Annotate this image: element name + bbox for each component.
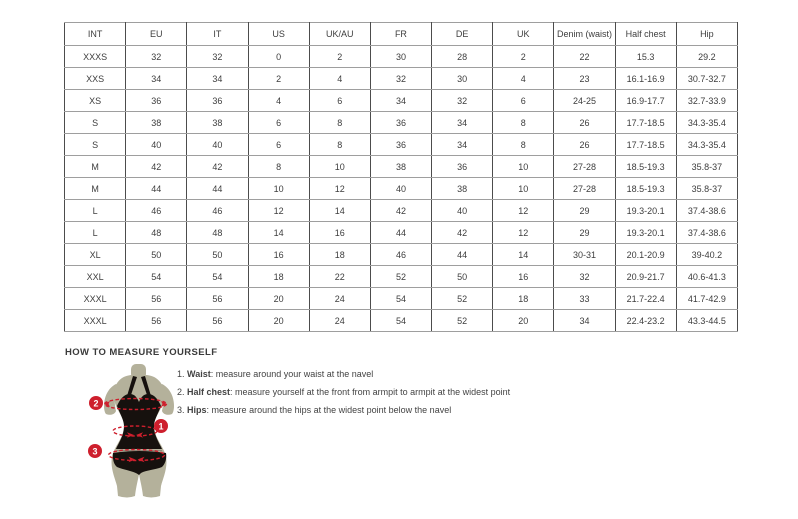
- size-cell: 8: [309, 134, 370, 156]
- size-cell: 56: [126, 310, 187, 332]
- size-cell: 14: [248, 222, 309, 244]
- size-cell: 10: [248, 178, 309, 200]
- size-cell: 30.7-32.7: [676, 68, 737, 90]
- size-cell: 40: [126, 134, 187, 156]
- size-cell: 39-40.2: [676, 244, 737, 266]
- size-table-body: [65, 46, 738, 332]
- size-cell: 34: [126, 68, 187, 90]
- size-cell: 36: [370, 134, 431, 156]
- size-cell: 32: [370, 68, 431, 90]
- measure-guide-item: [177, 387, 510, 397]
- table-row: [65, 244, 738, 266]
- size-cell: 32: [187, 46, 248, 68]
- size-cell: 50: [432, 266, 493, 288]
- size-cell: 34.3-35.4: [676, 112, 737, 134]
- size-cell: 34: [554, 310, 615, 332]
- size-cell: 8: [493, 112, 554, 134]
- size-cell: 21.7-22.4: [615, 288, 676, 310]
- size-cell: 20.1-20.9: [615, 244, 676, 266]
- size-cell: 36: [187, 90, 248, 112]
- size-cell: 22: [554, 46, 615, 68]
- size-cell: XS: [65, 90, 126, 112]
- size-cell: 28: [432, 46, 493, 68]
- size-cell: 16.1-16.9: [615, 68, 676, 90]
- size-cell: 46: [187, 200, 248, 222]
- size-cell: 32: [126, 46, 187, 68]
- size-cell: 4: [493, 68, 554, 90]
- size-cell: 48: [126, 222, 187, 244]
- table-row: [65, 222, 738, 244]
- size-cell: 41.7-42.9: [676, 288, 737, 310]
- size-cell: 34: [432, 134, 493, 156]
- size-cell: 20: [248, 310, 309, 332]
- size-cell: 26: [554, 134, 615, 156]
- badge-number-hips: 3: [92, 446, 98, 457]
- table-row: [65, 288, 738, 310]
- item-text: : measure around the hips at the widest point below the navel: [206, 405, 452, 415]
- size-cell: 22: [309, 266, 370, 288]
- size-cell: 32: [554, 266, 615, 288]
- size-cell: 20: [248, 288, 309, 310]
- size-cell: 24: [309, 288, 370, 310]
- measure-guide-item: [177, 369, 510, 379]
- size-cell: 52: [370, 266, 431, 288]
- size-cell: 44: [187, 178, 248, 200]
- size-cell: 14: [309, 200, 370, 222]
- column-header: US: [248, 23, 309, 46]
- size-cell: 37.4-38.6: [676, 200, 737, 222]
- measure-figure: [85, 362, 195, 502]
- measure-guide-item: [177, 405, 510, 415]
- size-cell: L: [65, 200, 126, 222]
- size-cell: 29: [554, 200, 615, 222]
- size-table-header: [65, 23, 738, 46]
- size-cell: 2: [493, 46, 554, 68]
- item-number: 3.: [177, 405, 185, 415]
- size-cell: 20.9-21.7: [615, 266, 676, 288]
- size-cell: 36: [432, 156, 493, 178]
- size-cell: 24-25: [554, 90, 615, 112]
- table-row: [65, 112, 738, 134]
- item-label: Half chest: [187, 387, 231, 397]
- size-cell: 12: [309, 178, 370, 200]
- size-cell: 10: [493, 178, 554, 200]
- size-cell: 15.3: [615, 46, 676, 68]
- size-cell: 46: [126, 200, 187, 222]
- column-header: DE: [432, 23, 493, 46]
- size-cell: 6: [309, 90, 370, 112]
- size-cell: 8: [309, 112, 370, 134]
- size-cell: 18: [248, 266, 309, 288]
- size-cell: 54: [126, 266, 187, 288]
- size-cell: 16: [309, 222, 370, 244]
- size-cell: 44: [432, 244, 493, 266]
- size-cell: 18: [493, 288, 554, 310]
- size-cell: S: [65, 134, 126, 156]
- table-row: [65, 134, 738, 156]
- size-cell: 33: [554, 288, 615, 310]
- size-cell: 35.8-37: [676, 178, 737, 200]
- size-cell: 40: [187, 134, 248, 156]
- size-cell: XXXL: [65, 310, 126, 332]
- table-row: [65, 68, 738, 90]
- header-row: [65, 23, 738, 46]
- size-cell: 12: [493, 222, 554, 244]
- size-cell: 6: [248, 112, 309, 134]
- size-cell: 50: [187, 244, 248, 266]
- size-cell: 30-31: [554, 244, 615, 266]
- column-header: Hip: [676, 23, 737, 46]
- size-cell: M: [65, 156, 126, 178]
- size-cell: 17.7-18.5: [615, 112, 676, 134]
- size-cell: 10: [493, 156, 554, 178]
- table-row: [65, 178, 738, 200]
- size-cell: 38: [370, 156, 431, 178]
- size-cell: 24: [309, 310, 370, 332]
- size-cell: XL: [65, 244, 126, 266]
- size-cell: 18.5-19.3: [615, 178, 676, 200]
- size-cell: 44: [370, 222, 431, 244]
- size-cell: 16.9-17.7: [615, 90, 676, 112]
- table-row: [65, 90, 738, 112]
- size-cell: 34: [370, 90, 431, 112]
- size-cell: 35.8-37: [676, 156, 737, 178]
- size-cell: XXXL: [65, 288, 126, 310]
- size-cell: 26: [554, 112, 615, 134]
- badge-number-chest: 2: [93, 398, 99, 409]
- column-header: EU: [126, 23, 187, 46]
- size-cell: 46: [370, 244, 431, 266]
- measure-guide-list: [177, 369, 510, 423]
- size-cell: S: [65, 112, 126, 134]
- size-cell: 32: [432, 90, 493, 112]
- size-cell: 16: [248, 244, 309, 266]
- size-cell: 52: [432, 310, 493, 332]
- size-cell: 4: [309, 68, 370, 90]
- column-header: INT: [65, 23, 126, 46]
- measure-guide-heading: HOW TO MEASURE YOURSELF: [65, 347, 218, 358]
- size-cell: 38: [187, 112, 248, 134]
- size-cell: 48: [187, 222, 248, 244]
- size-cell: 40: [370, 178, 431, 200]
- size-cell: L: [65, 222, 126, 244]
- size-cell: M: [65, 178, 126, 200]
- column-header: UK/AU: [309, 23, 370, 46]
- size-cell: 54: [370, 310, 431, 332]
- size-cell: 42: [432, 222, 493, 244]
- size-cell: 56: [187, 310, 248, 332]
- size-cell: XXS: [65, 68, 126, 90]
- size-cell: 19.3-20.1: [615, 200, 676, 222]
- size-cell: 44: [126, 178, 187, 200]
- size-cell: 10: [309, 156, 370, 178]
- size-cell: 38: [126, 112, 187, 134]
- size-cell: XXXS: [65, 46, 126, 68]
- size-cell: 40: [432, 200, 493, 222]
- item-label: Waist: [187, 369, 211, 379]
- table-row: [65, 46, 738, 68]
- size-cell: 54: [187, 266, 248, 288]
- size-cell: 50: [126, 244, 187, 266]
- table-row: [65, 310, 738, 332]
- size-cell: 27-28: [554, 178, 615, 200]
- size-cell: 4: [248, 90, 309, 112]
- size-cell: 23: [554, 68, 615, 90]
- size-cell: 8: [493, 134, 554, 156]
- size-cell: 2: [248, 68, 309, 90]
- size-cell: 56: [187, 288, 248, 310]
- table-row: [65, 156, 738, 178]
- size-cell: 34: [187, 68, 248, 90]
- size-cell: 8: [248, 156, 309, 178]
- size-cell: 29.2: [676, 46, 737, 68]
- size-cell: 40.6-41.3: [676, 266, 737, 288]
- column-header: FR: [370, 23, 431, 46]
- size-cell: 12: [493, 200, 554, 222]
- column-header: IT: [187, 23, 248, 46]
- size-cell: 34.3-35.4: [676, 134, 737, 156]
- item-text: : measure yourself at the front from armpit to armpit at the widest point: [230, 387, 511, 397]
- size-cell: 19.3-20.1: [615, 222, 676, 244]
- size-cell: 6: [493, 90, 554, 112]
- size-cell: 34: [432, 112, 493, 134]
- size-cell: 38: [432, 178, 493, 200]
- size-cell: 42: [126, 156, 187, 178]
- size-cell: 27-28: [554, 156, 615, 178]
- size-cell: 56: [126, 288, 187, 310]
- size-cell: 42: [370, 200, 431, 222]
- size-conversion-table: [64, 22, 738, 332]
- table-row: [65, 266, 738, 288]
- size-cell: 6: [248, 134, 309, 156]
- size-cell: 16: [493, 266, 554, 288]
- item-number: 1.: [177, 369, 185, 379]
- size-cell: 18.5-19.3: [615, 156, 676, 178]
- size-cell: 20: [493, 310, 554, 332]
- size-cell: 12: [248, 200, 309, 222]
- size-cell: 17.7-18.5: [615, 134, 676, 156]
- item-text: : measure around your waist at the navel: [210, 369, 374, 379]
- size-cell: 22.4-23.2: [615, 310, 676, 332]
- size-cell: 14: [493, 244, 554, 266]
- size-cell: 2: [309, 46, 370, 68]
- size-cell: 37.4-38.6: [676, 222, 737, 244]
- badge-number-waist: 1: [158, 421, 164, 432]
- size-cell: 18: [309, 244, 370, 266]
- column-header: Half chest: [615, 23, 676, 46]
- size-cell: 0: [248, 46, 309, 68]
- size-cell: 42: [187, 156, 248, 178]
- size-cell: XXL: [65, 266, 126, 288]
- size-cell: 36: [126, 90, 187, 112]
- size-cell: 30: [370, 46, 431, 68]
- size-cell: 54: [370, 288, 431, 310]
- size-cell: 32.7-33.9: [676, 90, 737, 112]
- column-header: Denim (waist): [554, 23, 615, 46]
- column-header: UK: [493, 23, 554, 46]
- size-cell: 36: [370, 112, 431, 134]
- mannequin-illustration: [85, 362, 195, 502]
- size-cell: 52: [432, 288, 493, 310]
- table-row: [65, 200, 738, 222]
- item-label: Hips: [187, 405, 207, 415]
- size-cell: 29: [554, 222, 615, 244]
- item-number: 2.: [177, 387, 185, 397]
- size-cell: 30: [432, 68, 493, 90]
- size-cell: 43.3-44.5: [676, 310, 737, 332]
